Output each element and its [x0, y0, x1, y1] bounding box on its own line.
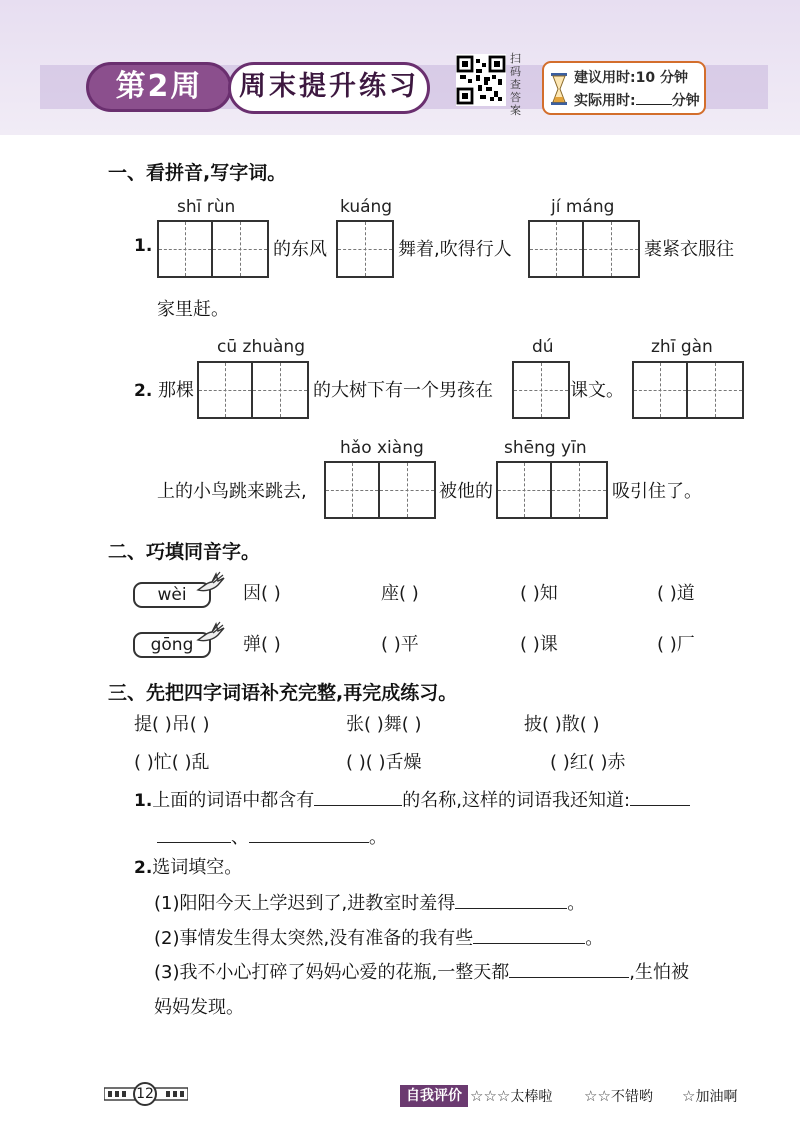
pinyin-haoxiang: hǎo xiàng	[340, 438, 424, 458]
grid-cell[interactable]	[338, 222, 392, 276]
eval-option-great[interactable]	[470, 1086, 552, 1106]
sentence-3-text: (3)我不小心打碎了妈妈心爱的花瓶,一整天都	[154, 962, 510, 983]
q2-text-e: 被他的	[439, 481, 493, 502]
idiom-1[interactable]: 提( )吊( )	[134, 714, 210, 735]
week-badge: 第2周	[86, 62, 232, 112]
s3-q2-title-text: 选词填空。	[152, 857, 243, 878]
answer-blank[interactable]	[473, 925, 585, 944]
grid-cell[interactable]	[688, 363, 742, 417]
suggested-time	[574, 67, 688, 87]
grid-cell[interactable]	[634, 363, 688, 417]
section2-heading: 二、巧填同音字。	[108, 541, 261, 563]
pinyin-du: dú	[532, 337, 554, 357]
sentence-3-end: ,生怕被	[629, 962, 689, 983]
actual-time-blank[interactable]	[636, 92, 672, 105]
s3-q1-line2	[157, 823, 387, 849]
star-icon: ☆	[682, 1087, 696, 1105]
section1-heading: 一、看拼音,写字词。	[108, 162, 287, 184]
answer-blank[interactable]	[630, 787, 690, 806]
idiom-5[interactable]: ( )( )舌燥	[346, 752, 422, 773]
idiom-6[interactable]: ( )红( )赤	[550, 752, 626, 773]
sentence-1-text: (1)阳阳今天上学迟到了,进教室时羞得	[154, 893, 456, 914]
writing-grid-shengyin[interactable]	[496, 461, 608, 519]
time-box	[542, 61, 706, 115]
qr-caption: 扫码查答案	[510, 52, 521, 117]
pinyin-jimang: jí máng	[551, 197, 615, 217]
eval-good-label: 不错哟	[610, 1089, 653, 1105]
suggested-time-value: 10 分钟	[635, 70, 688, 86]
grid-cell[interactable]	[326, 463, 380, 517]
actual-time-label: 实际用时:	[574, 93, 636, 109]
writing-grid-kuang[interactable]	[336, 220, 394, 278]
hourglass-icon	[550, 72, 568, 106]
bird-icon	[196, 620, 226, 648]
grid-cell[interactable]	[159, 222, 213, 276]
gong-item-1[interactable]: 弹( )	[243, 634, 281, 655]
answer-blank[interactable]	[455, 890, 567, 909]
s3-q2-number: 2.	[134, 858, 153, 878]
wei-item-2[interactable]: 座( )	[381, 583, 419, 604]
star-icon: ☆☆	[584, 1087, 611, 1105]
grid-cell[interactable]	[253, 363, 307, 417]
sentence-2-end: 。	[585, 928, 604, 949]
sentence-2-text: (2)事情发生得太突然,没有准备的我有些	[154, 928, 474, 949]
q2-text-f: 吸引住了。	[612, 481, 702, 502]
pinyin-shengyin: shēng yīn	[504, 438, 587, 458]
s3-q1-line1	[134, 786, 690, 812]
answer-blank[interactable]	[314, 787, 402, 806]
writing-grid-shirun[interactable]	[157, 220, 269, 278]
q1-text-d: 家里赶。	[157, 299, 229, 320]
answer-blank[interactable]	[249, 824, 369, 843]
grid-cell[interactable]	[199, 363, 253, 417]
pinyin-kuang: kuáng	[340, 197, 393, 217]
wei-item-1[interactable]: 因( )	[243, 583, 281, 604]
q1-text-a: 的东风	[273, 239, 327, 260]
grid-cell[interactable]	[530, 222, 584, 276]
pinyin-shirun: shī rùn	[177, 197, 236, 217]
idiom-2[interactable]: 张( )舞( )	[346, 714, 422, 735]
s3-sentence-2	[154, 924, 603, 950]
s3-q1-text-a: 上面的词语中都含有	[152, 790, 315, 811]
actual-time	[574, 90, 700, 110]
writing-grid-haoxiang[interactable]	[324, 461, 436, 519]
eval-try-label: 加油啊	[695, 1089, 738, 1105]
page-number: 12	[133, 1082, 157, 1106]
pinyin-tag-wei: wèi	[133, 582, 211, 608]
writing-grid-du[interactable]	[512, 361, 570, 419]
pinyin-tag-gong: gōng	[133, 632, 211, 658]
page-title: 周末提升练习	[228, 62, 430, 114]
q1-text-b: 舞着,吹得行人	[398, 239, 512, 260]
eval-great-label: 太棒啦	[510, 1089, 553, 1105]
sentence-1-end: 。	[567, 893, 586, 914]
writing-grid-cuzhuang[interactable]	[197, 361, 309, 419]
s3-q1-sep: 、	[231, 827, 249, 848]
gong-item-3[interactable]: ( )课	[520, 634, 558, 655]
grid-cell[interactable]	[552, 463, 606, 517]
grid-cell[interactable]	[498, 463, 552, 517]
bird-icon	[196, 570, 226, 598]
gong-item-2[interactable]: ( )平	[381, 634, 419, 655]
s3-q1-number: 1.	[134, 791, 153, 811]
eval-option-good[interactable]	[584, 1086, 653, 1106]
self-eval-label: 自我评价	[400, 1085, 468, 1107]
q2-text-d: 上的小鸟跳来跳去,	[157, 481, 307, 502]
s3-sentence-1	[154, 889, 585, 915]
pinyin-zhigan: zhī gàn	[651, 337, 713, 357]
idiom-3[interactable]: 披( )散( )	[524, 714, 600, 735]
qr-code-icon[interactable]	[456, 54, 506, 106]
writing-grid-jimang[interactable]	[528, 220, 640, 278]
s3-q1-text-b: 的名称,这样的词语我还知道:	[402, 790, 631, 811]
s3-q2-title	[134, 853, 242, 879]
grid-cell[interactable]	[380, 463, 434, 517]
idiom-4[interactable]: ( )忙( )乱	[134, 752, 210, 773]
q1-text-c: 裹紧衣服往	[644, 239, 734, 260]
star-icon: ☆☆☆	[470, 1087, 511, 1105]
q2-text-b: 的大树下有一个男孩在	[313, 380, 493, 401]
s3-sentence-3	[154, 958, 689, 984]
wei-item-3[interactable]: ( )知	[520, 583, 558, 604]
s3-sentence-3-cont: 妈妈发现。	[154, 997, 244, 1018]
pinyin-cuzhuang: cū zhuàng	[217, 337, 305, 357]
writing-grid-zhigan[interactable]	[632, 361, 744, 419]
q2-text-c: 课文。	[570, 380, 624, 401]
section3-heading: 三、先把四字词语补充完整,再完成练习。	[108, 682, 458, 704]
actual-time-unit: 分钟	[671, 93, 700, 109]
eval-option-try[interactable]	[682, 1086, 737, 1106]
answer-blank[interactable]	[509, 959, 629, 978]
wei-item-4[interactable]: ( )道	[657, 583, 695, 604]
q2-line1: 2. 那棵	[134, 380, 195, 401]
q1-number: 1.	[134, 236, 153, 256]
grid-cell[interactable]	[514, 363, 568, 417]
gong-item-4[interactable]: ( )厂	[657, 634, 695, 655]
answer-blank[interactable]	[157, 824, 231, 843]
s3-q1-end: 。	[369, 827, 387, 848]
grid-cell[interactable]	[584, 222, 638, 276]
grid-cell[interactable]	[213, 222, 267, 276]
suggested-time-label: 建议用时:	[574, 70, 636, 86]
